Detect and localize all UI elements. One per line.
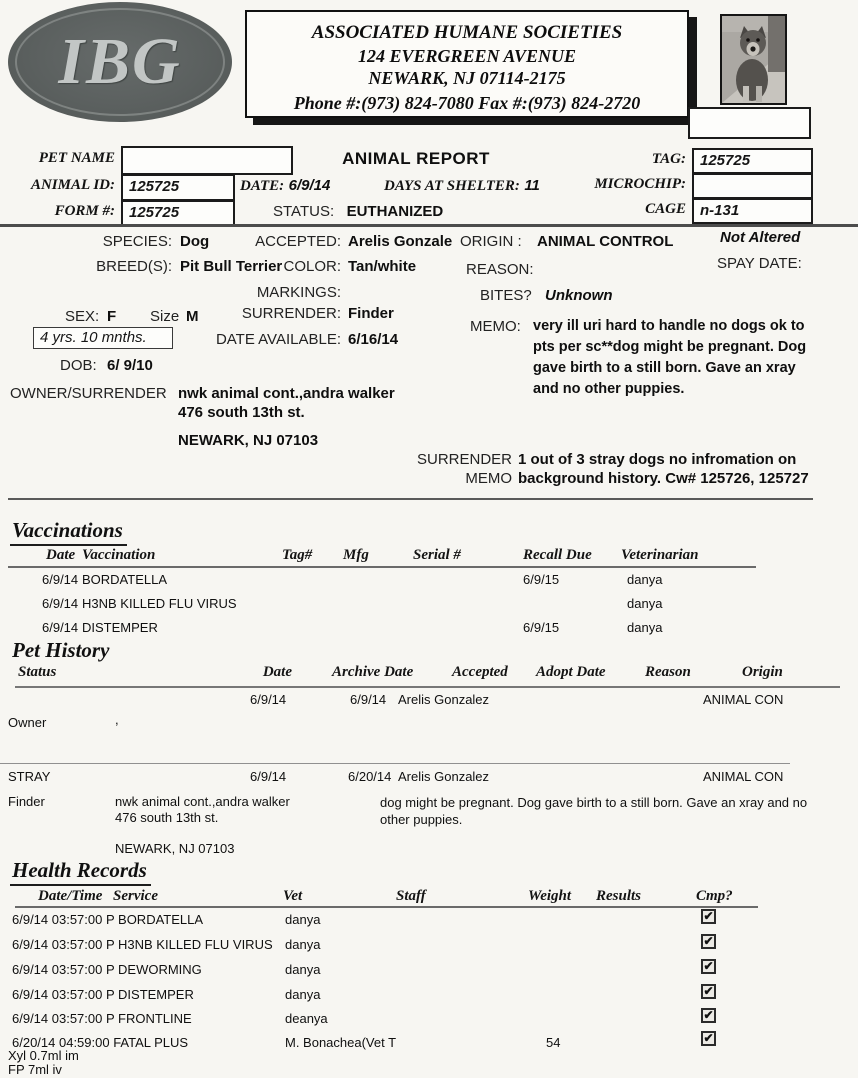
footer-note-line2: FP 7ml iv	[8, 1062, 62, 1077]
memo-text: very ill uri hard to handle no dogs ok to pts per sc**dog might be pregnant. Dog gave birth to a still born. Gave an xray and no other puppies.	[533, 318, 807, 397]
origin-value: ANIMAL CONTROL	[537, 233, 674, 250]
check-icon: ✔	[703, 909, 714, 923]
days-at-shelter-label: DAYS AT SHELTER:	[384, 178, 520, 194]
cmp-checkbox	[701, 984, 716, 999]
hr-datetime-service: 6/9/14 03:57:00 P DISTEMPER	[12, 987, 194, 1002]
vacc-vet: danya	[627, 596, 663, 611]
cmp-checkbox	[701, 1008, 716, 1023]
hr-datetime-service: 6/9/14 03:57:00 P BORDATELLA	[12, 912, 204, 927]
accepted-label: ACCEPTED:	[255, 233, 341, 250]
owner-line1: nwk animal cont.,andra walker	[178, 385, 395, 402]
ph-accepted: Arelis Gonzalez	[398, 692, 490, 707]
hr-header-cmp: Cmp?	[696, 888, 733, 904]
ph-accepted: Arelis Gonzalez	[398, 769, 490, 784]
vacc-name: BORDATELLA	[82, 572, 168, 587]
cage-field	[692, 198, 813, 224]
reason-label: REASON:	[466, 261, 534, 278]
microchip-field	[692, 173, 813, 199]
hr-header-rule	[15, 906, 758, 908]
vacc-vet: danya	[627, 572, 663, 587]
ph-header-reason: Reason	[645, 664, 691, 680]
vacc-recall: 6/9/15	[523, 572, 560, 587]
hr-datetime-service: 6/9/14 03:57:00 P DEWORMING	[12, 962, 202, 977]
header-divider	[0, 224, 858, 227]
hr-header-weight: Weight	[528, 888, 572, 904]
vacc-header-date: Date	[46, 547, 76, 563]
pet-history-heading: Pet History	[12, 638, 110, 662]
breed-label: BREED(S):	[96, 258, 172, 275]
cmp-checkbox	[701, 934, 716, 949]
surrender-memo-line1: 1 out of 3 stray dogs no infromation on	[518, 451, 797, 468]
vacc-header-recall: Recall Due	[523, 547, 592, 563]
ph-header-adopt-date: Adopt Date	[536, 664, 606, 680]
dob-label: DOB:	[60, 357, 97, 374]
health-records-heading: Health Records	[10, 858, 151, 886]
org-address-line1: 124 EVERGREEN AVENUE	[357, 46, 577, 66]
vacc-name: H3NB KILLED FLU VIRUS	[82, 596, 237, 611]
surrender-memo-label-1: SURRENDER	[416, 451, 512, 468]
animal-id-label: ANIMAL ID:	[30, 177, 115, 193]
hr-header-datetime: Date/Time	[38, 888, 103, 904]
check-icon: ✔	[703, 1031, 714, 1045]
surrender-label: SURRENDER:	[241, 305, 341, 322]
org-name: ASSOCIATED HUMANE SOCIETIES	[311, 22, 623, 43]
hr-vet: deanya	[285, 1011, 328, 1026]
ph-status: STRAY	[8, 769, 51, 784]
bites-value: Unknown	[545, 287, 613, 304]
status-value: EUTHANIZED	[346, 203, 444, 220]
ph-city: NEWARK, NJ 07103	[115, 841, 235, 856]
vacc-header-serial: Serial #	[413, 547, 461, 563]
sex-value: F	[107, 308, 117, 325]
tag-label: TAG:	[651, 151, 686, 167]
cmp-checkbox	[701, 959, 716, 974]
logo-inner-ring	[15, 8, 225, 116]
microchip-label: MICROCHIP:	[594, 176, 686, 192]
vacc-header-veterinarian: Veterinarian	[621, 547, 699, 563]
age-value: 4 yrs. 10 mnths.	[40, 329, 147, 346]
hr-vet: danya	[285, 987, 321, 1002]
ph-header-rule	[15, 686, 840, 688]
vacc-date: 6/9/14	[42, 620, 79, 635]
header-blank-field	[688, 107, 811, 139]
bites-label: BITES?	[480, 287, 532, 304]
dog-photo	[720, 14, 787, 105]
report-title: ANIMAL REPORT	[342, 149, 490, 168]
vacc-header-mfg: Mfg	[343, 547, 369, 563]
ibg-logo	[8, 2, 232, 122]
size-value: M	[186, 308, 199, 325]
hr-header-staff: Staff	[396, 888, 426, 904]
form-number-value: 125725	[129, 204, 180, 221]
form-number-field	[121, 200, 235, 227]
date-value: 6/9/14	[288, 177, 331, 194]
hr-datetime-service: 6/9/14 03:57:00 P H3NB KILLED FLU VIRUS	[12, 937, 273, 952]
hr-vet: danya	[285, 912, 321, 927]
vacc-date: 6/9/14	[42, 572, 79, 587]
color-label: COLOR:	[283, 258, 341, 275]
ph-header-date: Date	[262, 664, 292, 680]
cage-value: n-131	[700, 202, 740, 219]
org-phone-fax: Phone #:(973) 824-7080 Fax #:(973) 824-2720	[293, 93, 641, 113]
pet-name-label: PET NAME	[38, 150, 115, 166]
ph-stray-mark: ,	[115, 712, 119, 727]
ph-header-accepted: Accepted	[452, 664, 508, 680]
cage-label: CAGE	[645, 201, 686, 217]
days-at-shelter-value: 11	[524, 177, 540, 194]
ph-addr2: 476 south 13th st.	[115, 810, 219, 825]
owner-city: NEWARK, NJ 07103	[178, 432, 319, 449]
hr-weight: 54	[546, 1035, 561, 1050]
ph-row-rule	[0, 763, 790, 764]
ph-archive-date: 6/9/14	[350, 692, 387, 707]
date-label: DATE:	[240, 178, 285, 194]
cmp-checkbox	[701, 909, 716, 924]
memo-label: MEMO:	[470, 318, 521, 335]
age-field	[33, 327, 173, 349]
vaccinations-heading: Vaccinations	[10, 518, 127, 546]
ph-origin: ANIMAL CON	[703, 769, 784, 784]
check-icon: ✔	[703, 1008, 714, 1022]
breed-value: Pit Bull Terrier	[180, 258, 283, 275]
ph-header-archive-date: Archive Date	[332, 664, 414, 680]
footer-note-line1: Xyl 0.7ml im	[8, 1048, 79, 1063]
check-icon: ✔	[703, 934, 714, 948]
ph-note: dog might be pregnant. Dog gave birth to a still born. Gave an xray and no other puppies.	[380, 795, 808, 827]
hr-header-vet: Vet	[283, 888, 303, 904]
date-group	[240, 177, 330, 195]
owner-surrender-label: OWNER/SURRENDER	[10, 385, 167, 402]
ph-role: Finder	[8, 794, 45, 809]
surrender-memo-line2: background history. Cw# 125726, 125727	[518, 470, 809, 487]
pet-name-field	[121, 146, 293, 175]
date-available-value: 6/16/14	[348, 331, 399, 348]
origin-label: ORIGIN :	[460, 233, 522, 250]
ph-date: 6/9/14	[250, 692, 287, 707]
surrender-value: Finder	[348, 305, 394, 322]
animal-id-field	[121, 174, 235, 201]
check-icon: ✔	[703, 959, 714, 973]
vacc-recall: 6/9/15	[523, 620, 560, 635]
hr-vet: danya	[285, 937, 321, 952]
org-header-box	[245, 10, 689, 118]
surrender-memo-label-2: MEMO	[465, 470, 512, 487]
status-label: STATUS:	[273, 203, 335, 220]
hr-header-service: Service	[113, 888, 158, 904]
ph-date: 6/9/14	[250, 769, 287, 784]
altered-status: Not Altered	[720, 229, 801, 246]
ph-header-status: Status	[18, 664, 57, 680]
org-address-line2: NEWARK, NJ 07114-2175	[368, 68, 566, 88]
form-number-label: FORM #:	[54, 203, 115, 219]
animal-id-value: 125725	[129, 178, 180, 195]
ph-origin: ANIMAL CON	[703, 692, 784, 707]
hr-datetime-service: 6/9/14 03:57:00 P FRONTLINE	[12, 1011, 192, 1026]
spay-date-label: SPAY DATE:	[717, 255, 802, 272]
tag-field	[692, 148, 813, 174]
vacc-name: DISTEMPER	[82, 620, 158, 635]
ph-addr1: nwk animal cont.,andra walker	[115, 794, 290, 809]
markings-label: MARKINGS:	[256, 284, 341, 301]
days-at-shelter-group	[384, 177, 540, 195]
check-icon: ✔	[703, 984, 714, 998]
sex-label: SEX:	[65, 308, 100, 325]
hr-vet: M. Bonachea(Vet T	[285, 1035, 397, 1050]
vacc-vet: danya	[627, 620, 663, 635]
tag-value: 125725	[700, 152, 751, 169]
color-value: Tan/white	[348, 258, 417, 275]
vacc-header-vaccination: Vaccination	[82, 547, 156, 563]
ph-header-origin: Origin	[742, 664, 783, 680]
size-label: Size	[150, 308, 180, 325]
ph-role: Owner	[8, 715, 47, 730]
owner-line2: 476 south 13th st.	[178, 404, 305, 421]
date-available-label: DATE AVAILABLE:	[215, 331, 341, 348]
dog-photo-image	[722, 16, 785, 103]
species-value: Dog	[180, 233, 210, 250]
vacc-header-tag: Tag#	[282, 547, 313, 563]
species-label: SPECIES:	[102, 233, 172, 250]
vacc-header-rule	[8, 566, 756, 568]
status-group	[273, 203, 443, 221]
hr-header-results: Results	[596, 888, 642, 904]
accepted-value: Arelis Gonzale	[348, 233, 453, 250]
vacc-date: 6/9/14	[42, 596, 79, 611]
details-divider	[8, 498, 813, 500]
dob-value: 6/ 9/10	[107, 357, 153, 374]
hr-vet: danya	[285, 962, 321, 977]
cmp-checkbox	[701, 1031, 716, 1046]
hr-datetime-service: 6/20/14 04:59:00 FATAL PLUS	[12, 1035, 189, 1050]
ph-archive-date: 6/20/14	[348, 769, 392, 784]
logo-text: IBG	[58, 25, 182, 98]
